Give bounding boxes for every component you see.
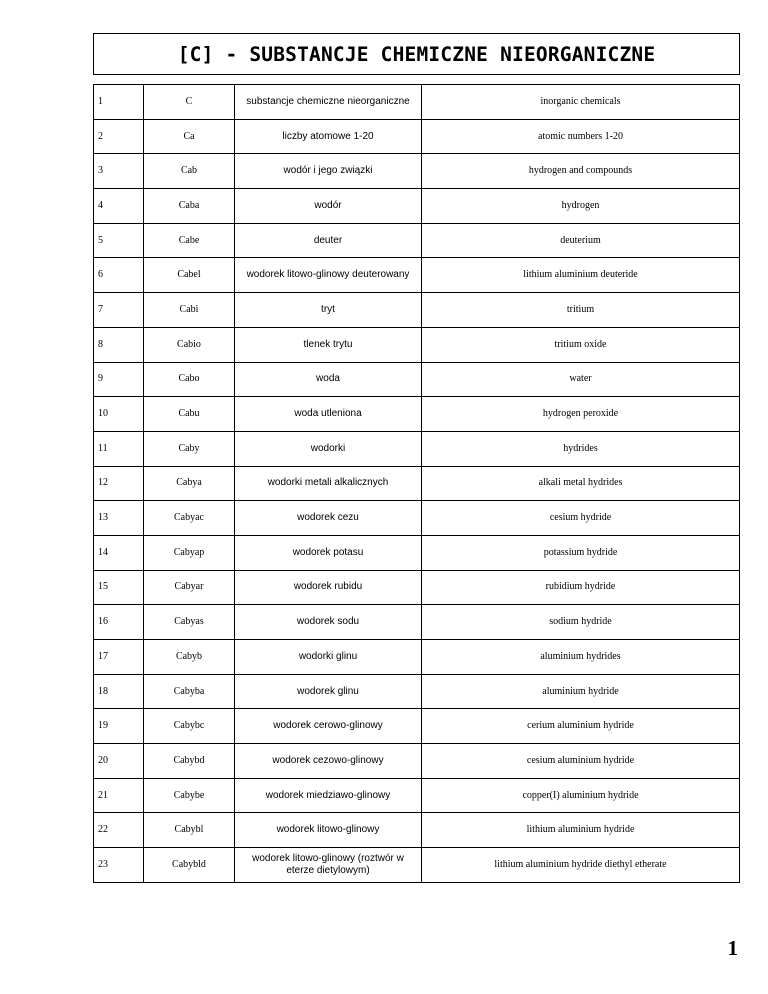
code-cell: C [144, 85, 235, 120]
english-term-cell: water [422, 362, 740, 397]
code-cell: Ca [144, 119, 235, 154]
polish-term-cell: wodorek potasu [235, 535, 422, 570]
table-row [94, 605, 740, 640]
row-number-cell: 3 [94, 154, 144, 189]
english-term-cell: hydrogen peroxide [422, 397, 740, 432]
english-term-cell: cesium hydride [422, 501, 740, 536]
english-term-cell: hydrogen and compounds [422, 154, 740, 189]
row-number-cell: 9 [94, 362, 144, 397]
table-row [94, 154, 740, 189]
table-row [94, 744, 740, 779]
row-number-cell: 16 [94, 605, 144, 640]
terms-table-body [94, 85, 740, 883]
code-cell: Cabyas [144, 605, 235, 640]
polish-term-cell: wodorek cerowo-glinowy [235, 709, 422, 744]
code-cell: Caby [144, 431, 235, 466]
table-row [94, 119, 740, 154]
code-cell: Cabybl [144, 813, 235, 848]
code-cell: Cabu [144, 397, 235, 432]
row-number-cell: 18 [94, 674, 144, 709]
polish-term-cell: wodorek litowo-glinowy [235, 813, 422, 848]
polish-term-cell: wodorki metali alkalicznych [235, 466, 422, 501]
english-term-cell: deuterium [422, 223, 740, 258]
polish-term-cell: wodorki glinu [235, 640, 422, 675]
code-cell: Cabyb [144, 640, 235, 675]
polish-term-cell: wodorki [235, 431, 422, 466]
polish-term-cell: deuter [235, 223, 422, 258]
polish-term-cell: wodór [235, 189, 422, 224]
english-term-cell: inorganic chemicals [422, 85, 740, 120]
table-row [94, 466, 740, 501]
table-row [94, 570, 740, 605]
english-term-cell: lithium aluminium hydride diethyl etherate [422, 848, 740, 883]
code-cell: Cabya [144, 466, 235, 501]
english-term-cell: alkali metal hydrides [422, 466, 740, 501]
english-term-cell: tritium [422, 293, 740, 328]
code-cell: Cabio [144, 327, 235, 362]
row-number-cell: 17 [94, 640, 144, 675]
table-row [94, 674, 740, 709]
code-cell: Cabybd [144, 744, 235, 779]
table-row [94, 293, 740, 328]
polish-term-cell: wodorek litowo-glinowy deuterowany [235, 258, 422, 293]
code-cell: Cabybe [144, 778, 235, 813]
polish-term-cell: tryt [235, 293, 422, 328]
code-cell: Cabyba [144, 674, 235, 709]
polish-term-cell: tlenek trytu [235, 327, 422, 362]
table-row [94, 85, 740, 120]
polish-term-cell: wodorek cezowo-glinowy [235, 744, 422, 779]
table-row [94, 778, 740, 813]
row-number-cell: 20 [94, 744, 144, 779]
row-number-cell: 23 [94, 848, 144, 883]
polish-term-cell: wodorek miedziawo-glinowy [235, 778, 422, 813]
page-number: 1 [727, 936, 738, 960]
row-number-cell: 21 [94, 778, 144, 813]
row-number-cell: 19 [94, 709, 144, 744]
page-title: [C] - SUBSTANCJE CHEMICZNE NIEORGANICZNE [177, 42, 656, 66]
english-term-cell: aluminium hydrides [422, 640, 740, 675]
polish-term-cell: wodorek cezu [235, 501, 422, 536]
code-cell: Caba [144, 189, 235, 224]
english-term-cell: copper(I) aluminium hydride [422, 778, 740, 813]
english-term-cell: tritium oxide [422, 327, 740, 362]
row-number-cell: 13 [94, 501, 144, 536]
table-row [94, 327, 740, 362]
row-number-cell: 8 [94, 327, 144, 362]
table-row [94, 640, 740, 675]
table-row [94, 501, 740, 536]
english-term-cell: cesium aluminium hydride [422, 744, 740, 779]
table-row [94, 223, 740, 258]
row-number-cell: 10 [94, 397, 144, 432]
polish-term-cell: woda [235, 362, 422, 397]
row-number-cell: 14 [94, 535, 144, 570]
table-row [94, 848, 740, 883]
row-number-cell: 11 [94, 431, 144, 466]
english-term-cell: atomic numbers 1-20 [422, 119, 740, 154]
row-number-cell: 5 [94, 223, 144, 258]
english-term-cell: sodium hydride [422, 605, 740, 640]
english-term-cell: hydrogen [422, 189, 740, 224]
page-title-box [93, 33, 740, 75]
english-term-cell: cerium aluminium hydride [422, 709, 740, 744]
table-row [94, 431, 740, 466]
table-row [94, 813, 740, 848]
english-term-cell: rubidium hydride [422, 570, 740, 605]
row-number-cell: 12 [94, 466, 144, 501]
polish-term-cell: wodór i jego związki [235, 154, 422, 189]
code-cell: Cabel [144, 258, 235, 293]
code-cell: Cab [144, 154, 235, 189]
row-number-cell: 22 [94, 813, 144, 848]
table-row [94, 535, 740, 570]
table-row [94, 362, 740, 397]
english-term-cell: potassium hydride [422, 535, 740, 570]
code-cell: Cabybc [144, 709, 235, 744]
row-number-cell: 4 [94, 189, 144, 224]
code-cell: Cabi [144, 293, 235, 328]
code-cell: Cabyac [144, 501, 235, 536]
row-number-cell: 7 [94, 293, 144, 328]
row-number-cell: 2 [94, 119, 144, 154]
polish-term-cell: wodorek sodu [235, 605, 422, 640]
polish-term-cell: wodorek litowo-glinowy (roztwór w eterze dietylowym) [235, 848, 422, 883]
polish-term-cell: wodorek glinu [235, 674, 422, 709]
polish-term-cell: liczby atomowe 1-20 [235, 119, 422, 154]
polish-term-cell: wodorek rubidu [235, 570, 422, 605]
code-cell: Cabe [144, 223, 235, 258]
table-row [94, 709, 740, 744]
table-row [94, 189, 740, 224]
polish-term-cell: substancje chemiczne nieorganiczne [235, 85, 422, 120]
polish-term-cell: woda utleniona [235, 397, 422, 432]
code-cell: Cabo [144, 362, 235, 397]
table-row [94, 397, 740, 432]
row-number-cell: 1 [94, 85, 144, 120]
row-number-cell: 15 [94, 570, 144, 605]
row-number-cell: 6 [94, 258, 144, 293]
english-term-cell: aluminium hydride [422, 674, 740, 709]
code-cell: Cabyap [144, 535, 235, 570]
english-term-cell: hydrides [422, 431, 740, 466]
code-cell: Cabybld [144, 848, 235, 883]
english-term-cell: lithium aluminium hydride [422, 813, 740, 848]
table-row [94, 258, 740, 293]
code-cell: Cabyar [144, 570, 235, 605]
english-term-cell: lithium aluminium deuteride [422, 258, 740, 293]
terms-table [93, 84, 740, 883]
